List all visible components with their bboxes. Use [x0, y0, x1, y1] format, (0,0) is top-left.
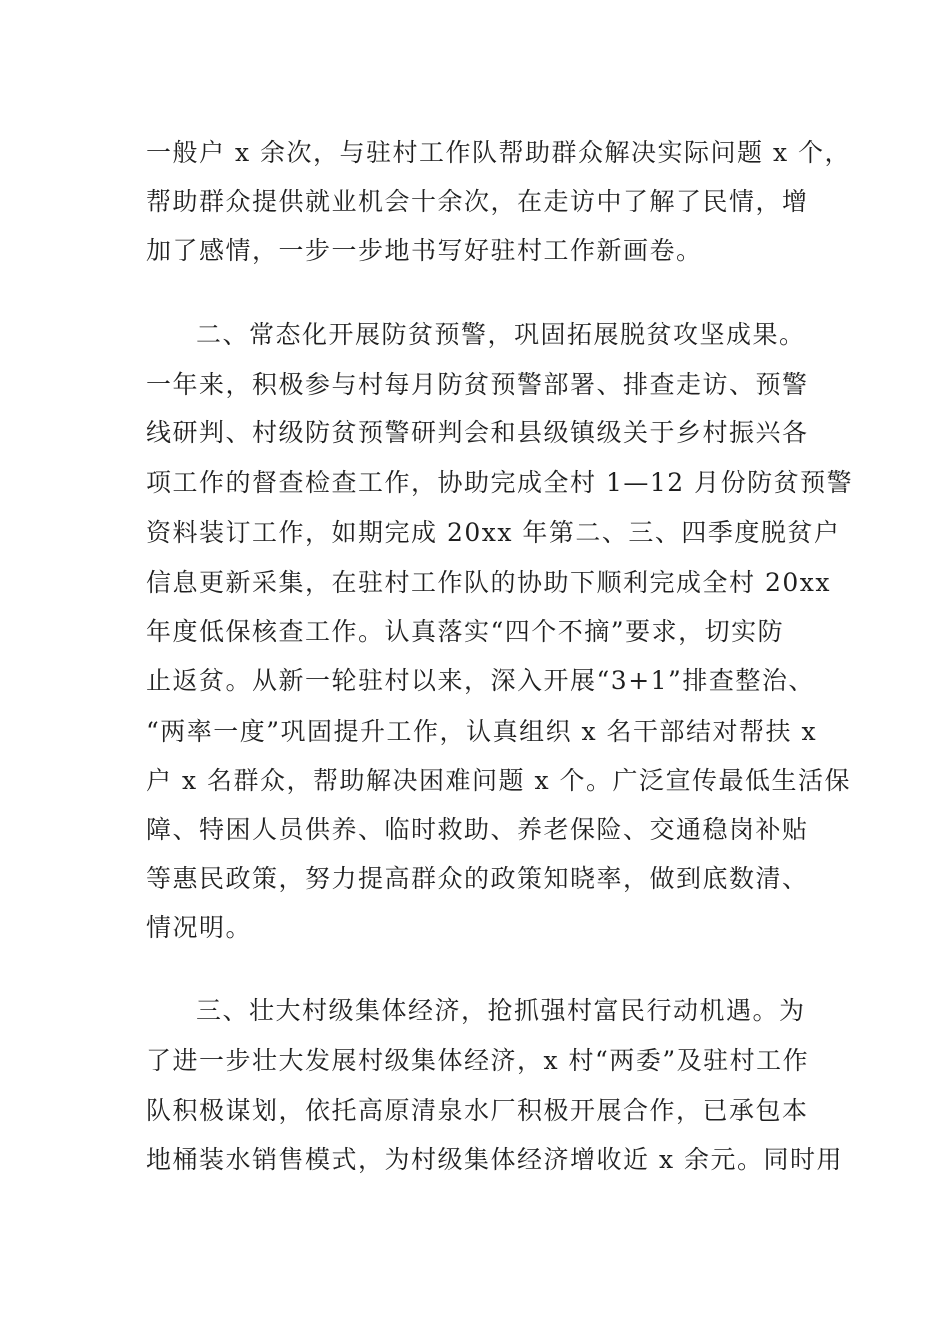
paragraph-1-line-3: 加了感情，一步一步地书写好驻村工作新画卷。: [146, 236, 703, 265]
paragraph-2-line-13: 情况明。: [146, 913, 253, 942]
paragraph-3-line-4: 地桶装水销售模式，为村级集体经济增收近 x 余元。同时用: [146, 1145, 843, 1174]
paragraph-2-line-3: 线研判、村级防贫预警研判会和县级镇级关于乡村振兴各: [146, 418, 809, 447]
paragraph-2-line-8: 止返贫。从新一轮驻村以来，深入开展“3+1”排查整治、: [146, 666, 815, 695]
paragraph-2-line-11: 障、特困人员供养、临时救助、养老保险、交通稳岗补贴: [146, 815, 809, 844]
paragraph-3-heading: 三、壮大村级集体经济，抢抓强村富民行动机遇。为: [196, 996, 806, 1025]
paragraph-2-heading: 二、常态化开展防贫预警，巩固拓展脱贫攻坚成果。: [196, 320, 806, 349]
paragraph-2-line-12: 等惠民政策，努力提高群众的政策知晓率，做到底数清、: [146, 864, 809, 893]
paragraph-1-line-2: 帮助群众提供就业机会十余次，在走访中了解了民情，增: [146, 187, 809, 216]
paragraph-2-line-5: 资料装订工作，如期完成 20xx 年第二、三、四季度脱贫户: [146, 518, 841, 547]
paragraph-2-line-10: 户 x 名群众，帮助解决困难问题 x 个。广泛宣传最低生活保: [146, 766, 851, 795]
paragraph-2-line-2: 一年来，积极参与村每月防贫预警部署、排查走访、预警: [146, 370, 809, 399]
paragraph-2-line-9: “两率一度”巩固提升工作，认真组织 x 名干部结对帮扶 x: [146, 717, 818, 746]
paragraph-3-line-3: 队积极谋划，依托高原清泉水厂积极开展合作，已承包本: [146, 1096, 809, 1125]
paragraph-2-line-4: 项工作的督查检查工作，协助完成全村 1—12 月份防贫预警: [146, 468, 854, 497]
paragraph-3-line-2: 了进一步壮大发展村级集体经济，x 村“两委”及驻村工作: [146, 1046, 810, 1075]
paragraph-1-line-1: 一般户 x 余次，与驻村工作队帮助群众解决实际问题 x 个，: [146, 138, 851, 167]
paragraph-2-line-6: 信息更新采集，在驻村工作队的协助下顺利完成全村 20xx: [146, 568, 831, 597]
paragraph-2-line-7: 年度低保核查工作。认真落实“四个不摘”要求，切实防: [146, 617, 785, 646]
